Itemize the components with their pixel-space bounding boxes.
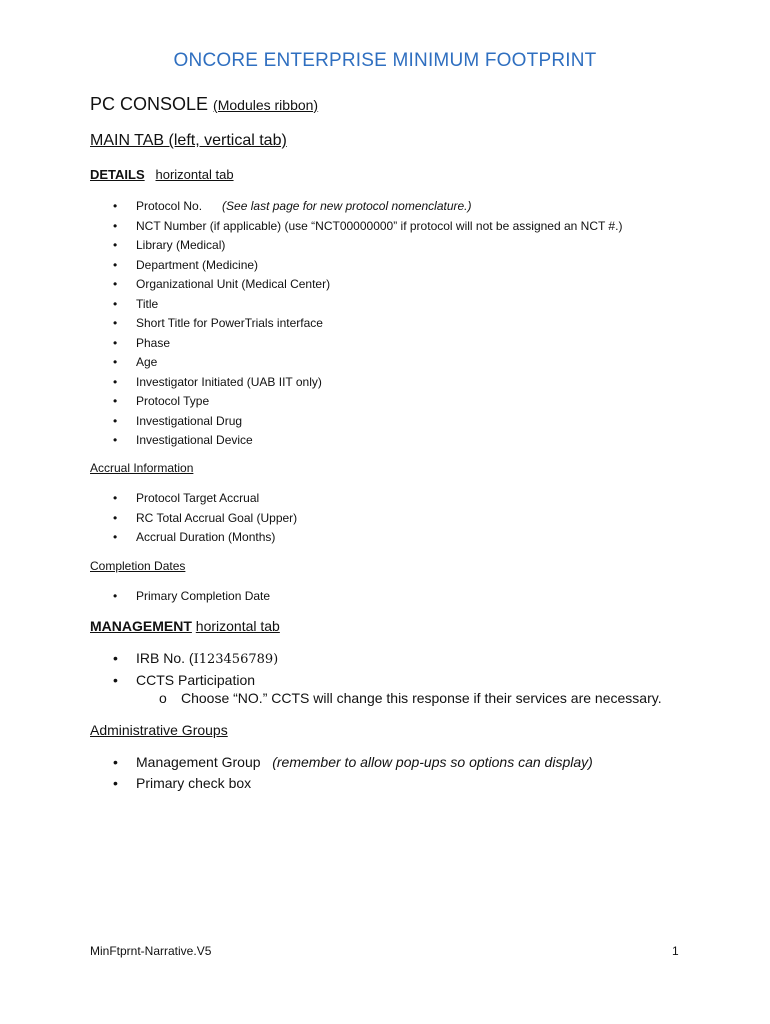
list-item: • RC Total Accrual Goal (Upper) xyxy=(0,509,297,529)
bullet-icon: • xyxy=(113,218,118,233)
management-tab-heading xyxy=(90,618,280,634)
list-item: • Department (Medicine) xyxy=(0,256,622,276)
main-tab-heading: MAIN TAB (left, vertical tab) xyxy=(90,132,287,149)
list-item: • IRB No. (I123456789) xyxy=(113,650,279,667)
protocol-note: (See last page for new protocol nomenclature.) xyxy=(222,199,472,213)
bullet-icon: • xyxy=(113,589,118,603)
admin-groups-heading: Administrative Groups xyxy=(90,722,228,738)
footer-doc-name: MinFtprnt-Narrative.V5 xyxy=(90,944,212,958)
management-tab-strong: MANAGEMENT xyxy=(90,618,192,634)
bullet-icon: • xyxy=(113,394,118,408)
bullet-icon: • xyxy=(113,491,118,505)
bullet-icon: • xyxy=(113,754,118,770)
bullet-icon: • xyxy=(113,530,118,544)
accrual-list xyxy=(0,489,297,548)
list-item: • Protocol Target Accrual xyxy=(0,489,297,509)
list-item: • Primary Completion Date xyxy=(0,587,270,607)
circle-bullet-icon: o xyxy=(159,690,167,706)
bullet-icon: • xyxy=(113,335,118,350)
admin-groups-list xyxy=(0,752,593,794)
page-number: 1 xyxy=(672,944,679,958)
list-item: • Protocol Type xyxy=(0,392,622,412)
list-item: • Accrual Duration (Months) xyxy=(0,528,297,548)
irb-number: I123456789) xyxy=(193,652,279,667)
accrual-heading: Accrual Information xyxy=(90,461,194,475)
pc-console-label: PC CONSOLE xyxy=(90,94,209,114)
management-list xyxy=(0,648,278,691)
completion-heading: Completion Dates xyxy=(90,559,186,573)
details-list xyxy=(0,197,622,451)
list-item: • Phase xyxy=(0,334,622,354)
pc-console-heading xyxy=(90,94,318,115)
list-item: • Investigational Drug xyxy=(0,412,622,432)
management-tab-rest: horizontal tab xyxy=(195,618,280,634)
management-note: (remember to allow pop-ups so options can display) xyxy=(272,754,593,770)
bullet-icon: • xyxy=(113,296,118,311)
bullet-icon: • xyxy=(113,650,118,666)
bullet-icon: • xyxy=(113,433,118,447)
bullet-icon: • xyxy=(113,238,118,252)
document-title: ONCORE ENTERPRISE MINIMUM FOOTPRINT xyxy=(173,50,597,71)
list-item: • Title xyxy=(0,295,622,315)
list-item: • Protocol No. (See last page for new protocol nomenclature.) xyxy=(0,197,622,217)
bullet-icon: • xyxy=(113,316,118,330)
bullet-icon: • xyxy=(113,199,118,213)
list-item: • Investigator Initiated (UAB IIT only) xyxy=(0,373,622,393)
bullet-icon: • xyxy=(113,355,118,369)
bullet-icon: • xyxy=(113,257,118,272)
bullet-icon: • xyxy=(113,413,118,428)
list-item: • Management Group (remember to allow pop-ups so options can display) xyxy=(0,752,593,773)
list-item: • Library (Medical) xyxy=(0,236,622,256)
bullet-icon: • xyxy=(113,374,118,389)
list-item: • Age xyxy=(0,353,622,373)
bullet-icon: • xyxy=(113,775,118,791)
ccts-sub-item: o Choose “NO.” CCTS will change this response if their services are necessary. xyxy=(159,690,662,706)
list-item: • NCT Number (if applicable) (use “NCT00000000” if protocol will not be assigned an NCT #.) xyxy=(0,217,622,237)
list-item: • Investigational Device xyxy=(0,431,622,451)
list-item: • Short Title for PowerTrials interface xyxy=(0,314,622,334)
details-tab-rest: horizontal tab xyxy=(155,167,234,182)
list-item: • Primary check box xyxy=(0,773,593,794)
bullet-icon: • xyxy=(113,277,118,291)
details-tab-heading xyxy=(90,167,234,182)
details-tab-strong: DETAILS xyxy=(90,167,145,182)
list-item: • CCTS Participation xyxy=(0,670,278,691)
bullet-icon: • xyxy=(113,510,118,525)
completion-list xyxy=(0,587,270,607)
bullet-icon: • xyxy=(113,672,118,688)
pc-console-paren: (Modules ribbon) xyxy=(213,97,319,113)
list-item: • Organizational Unit (Medical Center) xyxy=(0,275,622,295)
